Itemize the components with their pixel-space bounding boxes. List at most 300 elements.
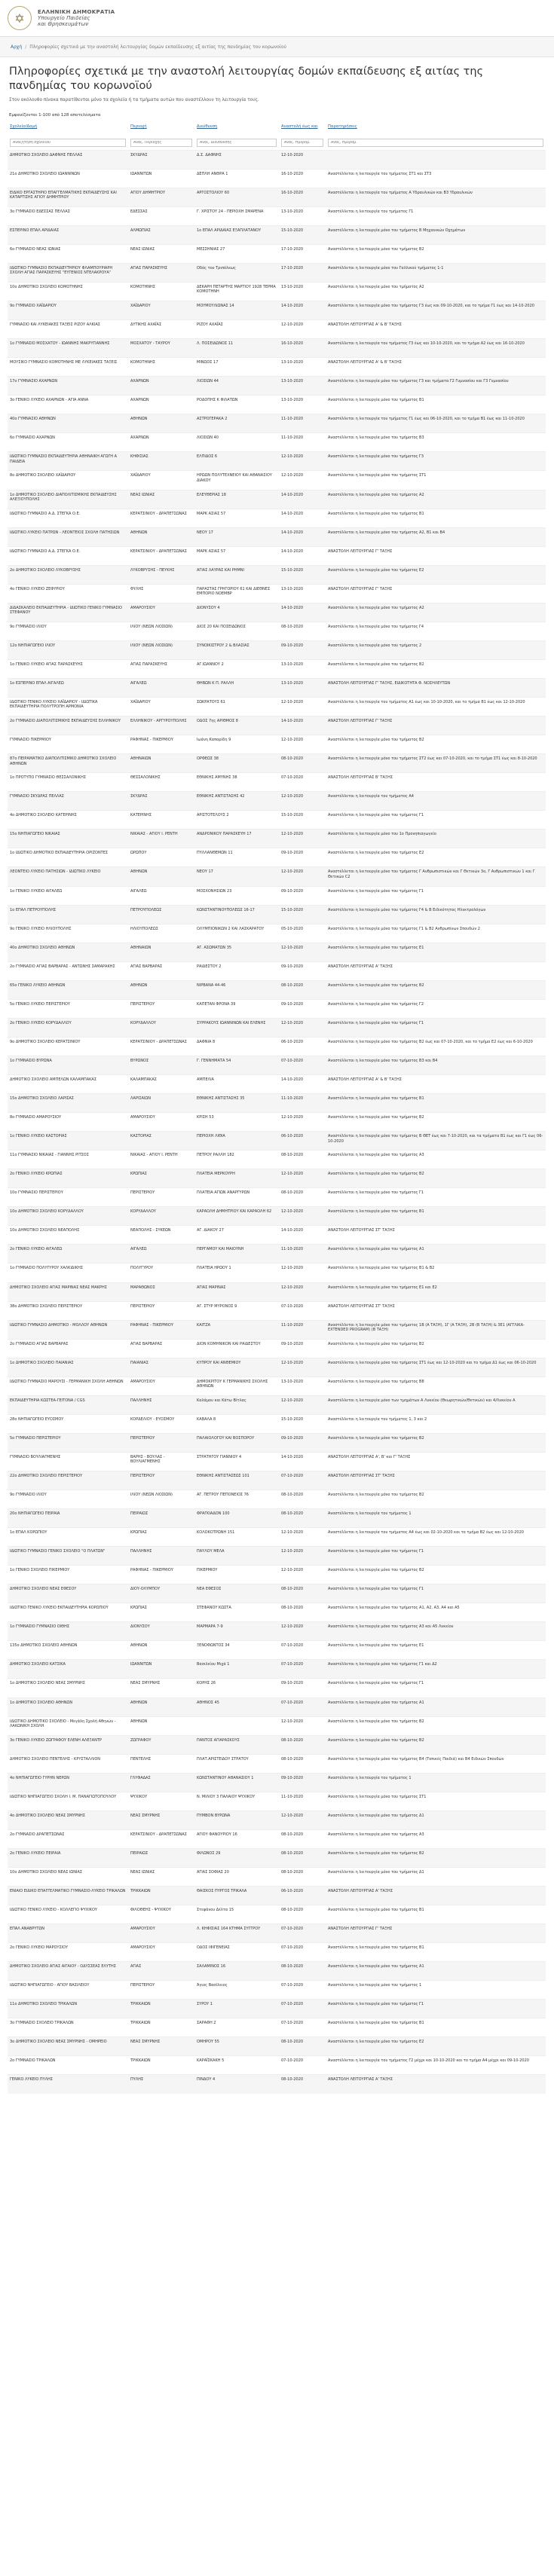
filter-cell xyxy=(128,130,194,151)
cell-remarks: ΑΝΑΣΤΟΛΗ ΛΕΙΤΟΥΡΓΙΑΣ Α', Β' και Γ' ΤΑΞΗΣ xyxy=(326,1452,546,1471)
cell-remarks: Αναστέλλεται η λειτουργία μόνο του τμήματος Β1 & Β2 xyxy=(326,1264,546,1282)
cell-school: 1ο ΠΡΟΤΥΠΟ ΓΥΜΝΑΣΙΟ ΘΕΣΣΑΛΟΝΙΚΗΣ xyxy=(8,773,128,792)
cell-school: 11ο ΔΗΜΟΤΙΚΟ ΣΧΟΛΕΙΟ ΤΡΙΚΑΛΩΝ xyxy=(8,2000,128,2018)
cell-remarks: Αναστέλλεται η λειτουργία μόνο του τμήματος Δ1 xyxy=(326,1867,546,1886)
cell-school: ΛΕΟΝΤΕΙΟ ΛΥΚΕΙΟ ΠΑΤΗΣΙΩΝ - ΙΔΙΩΤΙΚΟ ΛΥΚΕΙΟ xyxy=(8,867,128,886)
cell-area: ΙΛΙΟΥ (ΝΕΩΝ ΛΙΟΣΙΩΝ) xyxy=(128,1490,194,1509)
cell-remarks: Αναστέλλεται η λειτουργία μόνο του τμήματος Ε1 και Ε2 xyxy=(326,1282,546,1301)
cell-school: ΙΔΙΩΤΙΚΟ ΓΕΝΙΚΟ ΛΥΚΕΙΟ - ΚΟΛΛΕΓΙΟ ΨΥΧΙΚΟΥ xyxy=(8,1905,128,1924)
cell-remarks: ΑΝΑΣΤΟΛΗ ΛΕΙΤΟΥΡΓΙΑΣ Α' & Β' ΤΑΞΗΣ xyxy=(326,358,546,377)
cell-remarks: Αναστέλλεται η λειτουργία μόνο του τμήματος Α1 xyxy=(326,1245,546,1264)
cell-address: ΑΓ. ΔΙΑΚΟΥ 27 xyxy=(194,1226,279,1245)
cell-remarks: Αναστέλλεται η λειτουργία μόνο του τμήματος Γ1 και Δ2 xyxy=(326,1660,546,1679)
cell-address: ΔΙΟΣ 20 ΚΑΙ ΠΟΣΕΙΔΩΝΟΣ xyxy=(194,622,279,640)
cell-address: ΛΙΟΣΙΩΝ 40 xyxy=(194,433,279,452)
cell-area: ΝΕΑΣ ΣΜΥΡΝΗΣ xyxy=(128,1811,194,1829)
cell-remarks: ΑΝΑΣΤΟΛΗ ΛΕΙΤΟΥΡΓΙΑΣ Γ' ΤΑΞΗΣ, ΕΙΔΙΚΟΤΗΤΑ Φ. ΝΟΣΗΛΕΥΤΩΝ xyxy=(326,679,546,698)
date-search-input[interactable] xyxy=(281,139,323,147)
cell-address: ΕΘΝΙΚΗΣ ΑΝΤΙΣΤΑΣΕΩΣ 101 xyxy=(194,1471,279,1490)
cell-address: ΚΟΛΟΚΟΤΡΩΝΗ 151 xyxy=(194,1528,279,1547)
cell-suspension-date: 09-10-2020 xyxy=(279,640,326,659)
cell-remarks: Αναστέλλεται η λειτουργία του τμήματος 1 xyxy=(326,1773,546,1792)
cell-suspension-date: 07-10-2020 xyxy=(279,773,326,792)
cell-school: 9ο ΓΥΜΝΑΣΙΟ ΧΑΪΔΑΡΙΟΥ xyxy=(8,301,128,320)
table-row xyxy=(8,792,546,811)
column-header-suspension-date[interactable]: Αναστολή έως και xyxy=(281,124,318,129)
cell-area: ΔΥΤΙΚΗΣ ΑΧΑΪΑΣ xyxy=(128,320,194,339)
cell-address: ΠΑΥΛΟΥ ΜΕΛΑ xyxy=(194,1547,279,1566)
cell-school: ΙΔΙΩΤΙΚΟ ΝΗΠΙΑΓΩΓΕΙΟ ΣΧΟΛΗ Ι. Μ. ΠΑΝΑΓΙΩΤΟΠΟΥΛΟΥ xyxy=(8,1792,128,1811)
cell-address: ΚΡΙΣΗ 53 xyxy=(194,1113,279,1132)
cell-remarks: Αναστέλλεται η λειτουργία μόνο του τμήματος Γ1 & Β2 Ανθρωπίνων Σπουδών 2 xyxy=(326,924,546,943)
column-header-address[interactable]: Διεύθυνση xyxy=(197,124,218,129)
cell-remarks: Αναστέλλεται η λειτουργία του τμήματος ΣΤ1 και ΣΤ3 xyxy=(326,169,546,188)
cell-suspension-date: 13-10-2020 xyxy=(279,358,326,377)
cell-remarks: Αναστέλλεται η λειτουργία μόνο του τμήματος Ε2 xyxy=(326,2037,546,2056)
cell-school: ΕΙΔΙΚΟ ΕΡΓΑΣΤΗΡΙΟ ΕΠΑΓΓΕΛΜΑΤΙΚΗΣ ΕΚΠΑΙΔΕΥΣΗΣ ΚΑΙ ΚΑΤΑΡΤΙΣΗΣ ΑΓΙΟΥ ΔΗΜΗΤΡΙΟΥ xyxy=(8,188,128,206)
cell-suspension-date: 15-10-2020 xyxy=(279,1414,326,1433)
table-row xyxy=(8,2075,546,2094)
table-row xyxy=(8,301,546,320)
filter-row xyxy=(8,130,546,151)
cell-school: 1ο ΓΕΝΙΚΟ ΛΥΚΕΙΟ ΑΓΙΑΣ ΠΑΡΑΣΚΕΥΗΣ xyxy=(8,659,128,678)
cell-suspension-date: 12-10-2020 xyxy=(279,471,326,490)
cell-school: ΙΔΙΩΤΙΚΟ ΝΗΠΙΑΓΩΓΕΙΟ - ΑΓΙΟΥ ΒΑΣΙΛΕΙΟΥ xyxy=(8,1981,128,2000)
cell-remarks: Αναστέλλεται η λειτουργία του τμήματος Α1 έως και 10-10-2020, και το τμήμα Β1 έως και 12-10-2020 xyxy=(326,698,546,717)
cell-area: ΧΑΪΔΑΡΙΟΥ xyxy=(128,698,194,717)
cell-suspension-date: 08-10-2020 xyxy=(279,1188,326,1207)
cell-area: ΚΗΦΙΣΙΑΣ xyxy=(128,452,194,471)
cell-address: Καλάμου και Κάτω Βίτλας xyxy=(194,1395,279,1414)
cell-suspension-date: 08-10-2020 xyxy=(279,2037,326,2056)
cell-remarks: Αναστέλλεται η λειτουργία μόνο του τμήματος 2 xyxy=(326,640,546,659)
cell-area: ΩΡΩΠΟΥ xyxy=(128,848,194,867)
cell-school: ΙΔΙΩΤΙΚΟ ΓΥΜΝΑΣΙΟ ΕΚΠΑΙΔΕΥΤΗΡΙΑ ΑΘΗΝΑΙΚΗ ΑΓΩΓΗ Α ΠΑΙΔΕΙΑ xyxy=(8,452,128,471)
cell-remarks: ΑΝΑΣΤΟΛΗ ΛΕΙΤΟΥΡΓΙΑΣ Α' ΤΑΞΗΣ xyxy=(326,1887,546,1905)
cell-remarks: Αναστέλλεται η λειτουργία μόνο των τμημάτων Α Λυκείου (Θεωρητικών/Θετικών) και 4/Λυκείου Α xyxy=(326,1395,546,1414)
intro-text: Στον ακόλουθο πίνακα παρατίθενται μόνο τα σχολεία ή τα τμήματα αυτών που αναστέλλουν τη λειτουργία τους. xyxy=(9,97,259,102)
table-row xyxy=(8,377,546,396)
cell-school: ΙΔΙΩΤΙΚΟ ΓΕΝΙΚΟ ΛΥΚΕΙΟ ΧΑΪΔΑΡΙΟΥ - ΙΔΙΩΤΙΚΑ ΕΚΠΑΙΔΕΥΤΗΡΙΑ ΠΟΛΥΤΡΟΠΗ ΑΡΜΟΝΙΑ xyxy=(8,698,128,717)
breadcrumb-separator: / xyxy=(25,44,27,50)
cell-area: ΠΕΤΡΟΥΠΟΛΕΩΣ xyxy=(128,905,194,924)
cell-school: 1ο ΔΗΜΟΤΙΚΟ ΣΧΟΛΕΙΟ ΔΙΑΠΟΛΙΤΙΣΜΙΚΗΣ ΕΚΠΑΙΔΕΥΣΗΣ ΑΛΕΞΙΟΥΠΟΛΗΣ xyxy=(8,490,128,509)
cell-area: ΤΡΙΚΚΑΙΩΝ xyxy=(128,1887,194,1905)
cell-suspension-date: 14-10-2020 xyxy=(279,603,326,622)
cell-remarks: Αναστέλλεται η λειτουργία μόνο του τμήματος Β2 xyxy=(326,980,546,999)
table-row xyxy=(8,1773,546,1792)
cell-address: Βασιλείου Μιχά 1 xyxy=(194,1660,279,1679)
cell-suspension-date: 07-10-2020 xyxy=(279,1697,326,1716)
cell-area: ΝΙΚΑΙΑΣ - ΑΓΙΟΥ Ι. ΡΕΝΤΗ xyxy=(128,1150,194,1169)
cell-address: Ν. ΜΙΛΙΟΥ 3 ΠΑΛΑΙΟΥ ΨΥΧΙΚΟΥ xyxy=(194,1792,279,1811)
table-row xyxy=(8,622,546,640)
table-row xyxy=(8,433,546,452)
cell-remarks: Αναστέλλεται η λειτουργία μόνο του τμήματος Ε1 xyxy=(326,943,546,961)
cell-address: ΘΑΙΣΚΟΣ ΠΥΡΓΟΣ ΤΡΙΚΑΛΑ xyxy=(194,1887,279,1905)
cell-school: 3ο ΓΕΝΙΚΟ ΛΥΚΕΙΟ ΖΩΓΡΑΦΟΥ ΕΛΕΝΗ ΑΛΕΞΑΝΤΡ xyxy=(8,1735,128,1754)
cell-area: ΕΔΕΣΣΑΣ xyxy=(128,206,194,225)
cell-area: ΚΕΡΑΤΣΙΝΙΟΥ - ΔΡΑΠΕΤΣΩΝΑΣ xyxy=(128,1037,194,1056)
breadcrumb-current: Πληροφορίες σχετικά με την αναστολή λειτουργίας δομών εκπαίδευσης εξ αιτίας της πανδημίας του κορωνοϊού xyxy=(29,44,286,50)
cell-suspension-date: 11-10-2020 xyxy=(279,1792,326,1811)
cell-school: 6ο ΓΥΜΝΑΣΙΟ ΝΕΑΣ ΙΩΝΙΑΣ xyxy=(8,244,128,263)
cell-suspension-date: 07-10-2020 xyxy=(279,1943,326,1962)
cell-remarks: Αναστέλλεται η λειτουργία μόνο του τμήματος Β2 xyxy=(326,1339,546,1358)
cell-address: ΔΙΟΝ ΚΟΜΗΝΙΚΟΝ ΚΑΙ ΡΑΙΔΕΣΤΟΥ xyxy=(194,1339,279,1358)
cell-school: 4ο ΔΗΜΟΤΙΚΟ ΣΧΟΛΕΙΟ ΚΑΤΕΡΙΝΗΣ xyxy=(8,811,128,830)
cell-remarks: Αναστέλλεται η λειτουργία μόνο του τμήματος ΣΤ1 έως και 12-10-2020 και το τμήμα Δ1 έως και 06-10-2020 xyxy=(326,1358,546,1377)
filter-cell xyxy=(8,130,128,151)
cell-school: 2ο ΓΕΝΙΚΟ ΛΥΚΕΙΟ ΚΡΩΠΙΑΣ xyxy=(8,1169,128,1188)
table-row xyxy=(8,717,546,735)
cell-suspension-date: 12-10-2020 xyxy=(279,1716,326,1735)
cell-remarks: Αναστέλλεται η λειτουργία μόνο του τμήματος Γ1 xyxy=(326,1584,546,1603)
cell-address: ΦΡΑΓΚΙΑΔΟΝ 100 xyxy=(194,1509,279,1528)
cell-area: ΡΑΦΗΝΑΣ - ΠΙΚΕΡΜΙΟΥ xyxy=(128,1320,194,1339)
cell-suspension-date: 08-10-2020 xyxy=(279,622,326,640)
cell-area: ΠΕΡΙΣΤΕΡΙΟΥ xyxy=(128,1433,194,1452)
cell-address: ΚΑΡΑΪΣΚΑΚΗ 5 xyxy=(194,2056,279,2075)
cell-school: 10ο ΔΗΜΟΤΙΚΟ ΣΧΟΛΕΙΟ ΝΕΑΣ ΙΩΝΙΑΣ xyxy=(8,1867,128,1886)
cell-remarks: Αναστέλλεται η λειτουργία μόνο του τμήματος Β Μηχανικών Οχημάτων xyxy=(326,225,546,244)
cell-school: 4ο ΓΕΝΙΚΟ ΛΥΚΕΙΟ ΖΕΦΥΡΙΟΥ xyxy=(8,584,128,603)
cell-remarks: Αναστέλλεται η λειτουργία μόνο του τμήματος Δ1 xyxy=(326,1811,546,1829)
cell-school: 9ο ΔΗΜΟΤΙΚΟ ΣΧΟΛΕΙΟ ΚΕΡΑΤΣΙΝΙΟΥ xyxy=(8,1037,128,1056)
cell-address: ΕΛΠΙΔΟΣ 6 xyxy=(194,452,279,471)
breadcrumb-home-link[interactable]: Αρχή xyxy=(11,44,23,50)
cell-area: ΚΕΡΑΤΣΙΝΙΟΥ - ΔΡΑΠΕΤΣΩΝΑΣ xyxy=(128,1829,194,1848)
remarks-search-input[interactable] xyxy=(328,139,543,147)
table-row xyxy=(8,1735,546,1754)
table-row xyxy=(8,1132,546,1150)
cell-school: 5ο ΓΕΝΙΚΟ ΛΥΚΕΙΟ ΠΕΡΙΣΤΕΡΙΟΥ xyxy=(8,999,128,1018)
cell-school: 8ο ΔΗΜΟΤΙΚΟ ΣΧΟΛΕΙΟ ΧΑΪΔΑΡΙΟΥ xyxy=(8,471,128,490)
cell-remarks: Αναστέλλεται η λειτουργία μόνο του τμήματος Β2 xyxy=(326,1566,546,1584)
cell-address: ΠΛΑΤΕΙΑ ΑΓΙΩΝ ΑΝΑΡΓΥΡΩΝ xyxy=(194,1188,279,1207)
cell-school: ΙΔΙΩΤΙΚΟ ΔΗΜΟΤΙΚΟ ΣΧΟΛΕΙΟ - Μεγάλη Σχολή Αθηνών - ΛΑΚΩΝΙΚΗ ΣΧΟΛΗ xyxy=(8,1716,128,1735)
cell-area: ΕΛΛΗΝΙΚΟΥ - ΑΡΓΥΡΟΥΠΟΛΗΣ xyxy=(128,717,194,735)
cell-suspension-date: 08-10-2020 xyxy=(279,1867,326,1886)
cell-area: ΡΑΦΗΝΑΣ - ΠΙΚΕΡΜΙΟΥ xyxy=(128,735,194,754)
cell-area: ΜΟΣΧΑΤΟΥ - ΤΑΥΡΟΥ xyxy=(128,339,194,358)
cell-area: ΚΡΩΠΙΑΣ xyxy=(128,1169,194,1188)
cell-remarks: Αναστέλλεται η λειτουργία μόνο του τμήματος Α2 xyxy=(326,490,546,509)
cell-remarks: Αναστέλλεται η λειτουργία μόνο του τμήματος 1 xyxy=(326,1981,546,2000)
cell-area: ΠΑΛΛΗΝΗΣ xyxy=(128,1547,194,1566)
cell-school: 28ο ΝΗΠΙΑΓΩΓΕΙΟ ΕΥΟΣΜΟΥ xyxy=(8,1414,128,1433)
cell-remarks: Αναστέλλεται η λειτουργία του τμήματος 1 xyxy=(326,1509,546,1528)
table-row xyxy=(8,867,546,886)
cell-suspension-date: 11-10-2020 xyxy=(279,1094,326,1113)
cell-area: ΖΩΓΡΑΦΟΥ xyxy=(128,1735,194,1754)
table-row xyxy=(8,1962,546,1981)
cell-address: ΠΥΛΛΑΝΘΕΜΩΝ 11 xyxy=(194,848,279,867)
table-row xyxy=(8,1924,546,1943)
cell-suspension-date: 12-10-2020 xyxy=(279,1207,326,1226)
cell-area: ΚΟΡΥΔΑΛΛΟΥ xyxy=(128,1018,194,1037)
cell-area: ΡΑΦΗΝΑΣ - ΠΙΚΕΡΜΙΟΥ xyxy=(128,1566,194,1584)
cell-suspension-date: 15-10-2020 xyxy=(279,565,326,584)
cell-suspension-date: 14-10-2020 xyxy=(279,509,326,527)
cell-remarks: ΑΝΑΣΤΟΛΗ ΛΕΙΤΟΥΡΓΙΑΣ Γ' ΤΑΞΗΣ xyxy=(326,1924,546,1943)
cell-address: ΑΘΗΝΟΣ 45 xyxy=(194,1697,279,1716)
cell-address: ΣΑΡΑΦΗ 2 xyxy=(194,2018,279,2037)
table-row xyxy=(8,2000,546,2018)
table-row xyxy=(8,1716,546,1735)
cell-address: ΝΕΟΥ 17 xyxy=(194,527,279,546)
table-row xyxy=(8,1490,546,1509)
cell-suspension-date: 12-10-2020 xyxy=(279,792,326,811)
cell-address: ΠΙΚΕΡΜΙΟΥ xyxy=(194,1566,279,1584)
cell-remarks: Αναστέλλεται η λειτουργία μόνο του τμήματος Γ3 και τμήματα Γ2 Γυμνασίου και Γ3 Γυμνασίου xyxy=(326,377,546,396)
cell-school: 1ο ΓΥΜΝΑΣΙΟ ΠΟΛΥΓΥΡΟΥ ΧΑΛΚΙΔΙΚΗΣ xyxy=(8,1264,128,1282)
cell-remarks: Αναστέλλεται η λειτουργία του τμήματος 1, 3 και 2 xyxy=(326,1414,546,1433)
table-row xyxy=(8,1471,546,1490)
table-row xyxy=(8,1113,546,1132)
table-row xyxy=(8,905,546,924)
cell-remarks: ΑΝΑΣΤΟΛΗ ΛΕΙΤΟΥΡΓΙΑΣ Α' & Β' ΤΑΞΗΣ xyxy=(326,320,546,339)
cell-suspension-date: 14-10-2020 xyxy=(279,1452,326,1471)
cell-area: ΚΟΡΥΔΑΛΛΟΥ xyxy=(128,1207,194,1226)
cell-school: ΜΟΥΣΙΚΟ ΓΥΜΝΑΣΙΟ ΚΟΜΟΤΗΝΗΣ ΜΕ ΛΥΚΕΙΑΚΕΣ ΤΑΞΕΙΣ xyxy=(8,358,128,377)
cell-school: ΓΥΜΝΑΣΙΟ ΒΟΥΛΙΑΓΜΕΝΗΣ xyxy=(8,1452,128,1471)
cell-school: 40ο ΔΗΜΟΤΙΚΟ ΣΧΟΛΕΙΟ ΑΘΗΝΩΝ xyxy=(8,943,128,961)
cell-address: ΟΔΟΣ 7ης ΑΡΙΘΜΟΣ 8 xyxy=(194,717,279,735)
cell-suspension-date: 12-10-2020 xyxy=(279,1018,326,1037)
cell-area: ΑΜΑΡΟΥΣΙΟΥ xyxy=(128,1113,194,1132)
table-row xyxy=(8,1320,546,1339)
cell-address: ΚΑΠΕΤΑΝ ΦΡΟΝΑ 39 xyxy=(194,999,279,1018)
breadcrumb xyxy=(0,37,554,57)
cell-address: ΑΓΙΟΥ ΦΑΝΟΥΡΙΟΥ 16 xyxy=(194,1829,279,1848)
cell-remarks: Αναστέλλεται η λειτουργία μόνο του τμήματος Ε1 xyxy=(326,1641,546,1660)
cell-suspension-date: 08-10-2020 xyxy=(279,1584,326,1603)
cell-area: ΑΙΓΑΛΕΩ xyxy=(128,679,194,698)
cell-area: ΑΘΗΝΩΝ xyxy=(128,1697,194,1716)
cell-address: ΦΙΛΩΝΟΣ 29 xyxy=(194,1848,279,1867)
cell-address: ΜΕΣΣΗΝΙΑΣ 27 xyxy=(194,244,279,263)
cell-remarks: Αναστέλλεται η λειτουργία μόνο του τμήματος Γ2 xyxy=(326,999,546,1018)
cell-area: ΝΕΑΣ ΙΩΝΙΑΣ xyxy=(128,244,194,263)
cell-area: ΣΚΥΔΡΑΣ xyxy=(128,150,194,169)
cell-area: ΑΜΑΡΟΥΣΙΟΥ xyxy=(128,1377,194,1395)
table-row xyxy=(8,924,546,943)
cell-suspension-date: 14-10-2020 xyxy=(279,546,326,565)
school-closures-table xyxy=(8,122,546,2094)
table-row xyxy=(8,509,546,527)
greek-republic-emblem-icon[interactable]: ✡ xyxy=(8,6,32,30)
cell-suspension-date: 13-10-2020 xyxy=(279,377,326,396)
cell-school: ΙΔΙΩΤΙΚΟ ΓΥΜΝΑΣΙΟ ΜΑΡΟΥΣΙ - ΓΕΡΜΑΝΙΚΗ ΣΧΟΛΗ ΑΘΗΝΩΝ xyxy=(8,1377,128,1395)
cell-remarks: Αναστέλλεται η λειτουργία μόνο του τμήματος Β2 xyxy=(326,1735,546,1754)
cell-school: 1ο ΓΥΜΝΑΣΙΟ ΓΥΜΝΑΣΙΟ ΟΙΘΗΣ xyxy=(8,1622,128,1641)
cell-remarks: Αναστέλλεται η λειτουργία του τμήματος Α Υδραυλικών και Β3 Υδραυλικών xyxy=(326,188,546,206)
address-search-input[interactable] xyxy=(197,139,277,147)
table-row xyxy=(8,811,546,830)
cell-school: 1ο ΓΥΜΝΑΣΙΟ ΒΥΡΩΝΑ xyxy=(8,1056,128,1074)
cell-remarks: Αναστέλλεται η λειτουργία μόνο του τμήματος Ε2 xyxy=(326,565,546,584)
cell-area: ΚΑΤΕΡΙΝΗΣ xyxy=(128,811,194,830)
cell-address: ΠΑΝΤΟΣ ΑΓΙΑΡΑΣΚΟΥΣ xyxy=(194,1735,279,1754)
cell-address: Άγιος Βασίλειος xyxy=(194,1981,279,2000)
cell-area: ΣΚΥΔΡΑΣ xyxy=(128,792,194,811)
cell-suspension-date: 12-10-2020 xyxy=(279,1113,326,1132)
cell-address: ΣΥΝΟΙΚΙΣΤΡΟΥ 2 & ΒΛΑΣΙΑΣ xyxy=(194,640,279,659)
cell-suspension-date: 08-10-2020 xyxy=(279,754,326,773)
cell-school: ΔΗΜΟΤΙΚΟ ΣΧΟΛΕΙΟ ΑΓΙΑΣ ΑΙΓΑΙΟΥ - ΟΔΥΣΣΕΑΣ ΕΛΥΤΗΣ xyxy=(8,1962,128,1981)
cell-school: 2ο ΓΥΜΝΑΣΙΟ ΤΡΙΚΑΛΩΝ xyxy=(8,2056,128,2075)
table-row xyxy=(8,1377,546,1395)
area-search-input[interactable] xyxy=(130,139,192,147)
results-count: Εμφανίζονται 1-100 από 128 αποτελέσματα xyxy=(9,112,101,118)
cell-suspension-date: 09-10-2020 xyxy=(279,848,326,867)
table-row xyxy=(8,206,546,225)
cell-suspension-date: 15-10-2020 xyxy=(279,811,326,830)
cell-address: ΠΛΑΤΕΙΑ ΜΕΡΚΟΥΡΗ xyxy=(194,1169,279,1188)
ministry-line-2: Υπουργείο Παιδείας xyxy=(38,14,90,21)
cell-school: 4ο ΝΗΠΙΑΓΩΓΕΙΟ ΓΥΡΗΝ ΝΕΡΩΝ xyxy=(8,1773,128,1792)
table-row xyxy=(8,546,546,565)
cell-area: ΠΑΛΛΗΝΗΣ xyxy=(128,1395,194,1414)
cell-area: ΑΧΑΡΝΩΝ xyxy=(128,377,194,396)
cell-address: ΑΡΙΣΤΟΤΕΛΟΥΣ 2 xyxy=(194,811,279,830)
table-row xyxy=(8,1094,546,1113)
school-search-input[interactable] xyxy=(10,139,126,147)
cell-address: ΠΑΛΑΙΟΛΟΓΟΥ ΚΑΙ ΒΟΣΠΟΡΟΥ xyxy=(194,1433,279,1452)
cell-suspension-date: 14-10-2020 xyxy=(279,717,326,735)
cell-address: ΟΛΥΜΠΙΟΝΙΚΩΝ 2 ΚΑΙ ΛΑΣΚΑΡΑΤΟΥ xyxy=(194,924,279,943)
cell-remarks: Αναστέλλεται η λειτουργία μόνο του τμήματος ΣΤ2 έως και 07-10-2020, και το τμήμα ΣΤ1 έως και 8-10-2020 xyxy=(326,754,546,773)
filter-cell xyxy=(326,130,546,151)
cell-remarks: Αναστέλλεται η λειτουργία μόνο του τμήματος Γ Ανθρωπιστικών και Γ Θετικών 3ο, Γ Ανθρωπιστικών 1 και Γ Θετικών C2 xyxy=(326,867,546,886)
cell-remarks: Αναστέλλεται η λειτουργία του τμήματος Γ1 xyxy=(326,206,546,225)
cell-area: ΠΑΙΑΝΙΑΣ xyxy=(128,1358,194,1377)
cell-school: ΕΚΠΑΙΔΕΥΤΗΡΙΑ ΚΩΣΤΕΑ-ΓΕΙΤΟΝΑ / CGS xyxy=(8,1395,128,1414)
cell-suspension-date: 13-10-2020 xyxy=(279,1377,326,1395)
table-row xyxy=(8,1169,546,1188)
cell-suspension-date: 09-10-2020 xyxy=(279,961,326,980)
cell-address: ΚΑΒΑΛΑ 8 xyxy=(194,1414,279,1433)
table-row xyxy=(8,1207,546,1226)
cell-address: ΠΕΤΡΟΥ ΡΑΛΛΗ 182 xyxy=(194,1150,279,1169)
cell-address: ΘΗΒΩΝ Κ Π. ΡΑΛΛΗ xyxy=(194,679,279,698)
cell-remarks: Αναστέλλεται η λειτουργία μόνο του τμήματος ΣΤ1 xyxy=(326,471,546,490)
cell-area: ΚΟΜΟΤΗΝΗΣ xyxy=(128,283,194,301)
cell-remarks: Αναστέλλεται η λειτουργία μόνο του τμήματος Β1 xyxy=(326,1094,546,1113)
ministry-name[interactable] xyxy=(38,9,115,27)
table-row xyxy=(8,679,546,698)
cell-area: ΚΕΡΑΤΣΙΝΙΟΥ - ΔΡΑΠΕΤΣΩΝΑΣ xyxy=(128,546,194,565)
cell-area: ΑΘΗΝΑΙΩΝ xyxy=(128,943,194,961)
cell-school: 8ο ΓΥΜΝΑΣΙΟ ΑΜΑΡΟΥΣΙΟΥ xyxy=(8,1113,128,1132)
cell-suspension-date: 11-10-2020 xyxy=(279,414,326,433)
cell-area: ΠΕΙΡΑΙΩΣ xyxy=(128,1848,194,1867)
cell-area: ΠΕΝΤΕΛΗΣ xyxy=(128,1754,194,1773)
cell-remarks: Αναστέλλεται η λειτουργία μόνο του τμήματος Β1 xyxy=(326,1207,546,1226)
table-row xyxy=(8,1547,546,1566)
column-header-school[interactable]: Σχολείο/Δομή xyxy=(10,124,38,129)
cell-address: ΕΘΝΙΚΗΣ ΑΝΤΙΣΤΑΣΗΣ 42 xyxy=(194,792,279,811)
table-row xyxy=(8,150,546,169)
table-row xyxy=(8,320,546,339)
cell-school: 3ο ΓΥΜΝΑΣΙΟ ΕΔΕΣΣΑΣ ΠΕΛΛΑΣ xyxy=(8,206,128,225)
cell-remarks: Αναστέλλεται η λειτουργία μόνο του τμήματος Β3 xyxy=(326,433,546,452)
table-row xyxy=(8,1943,546,1962)
cell-area: ΑΓΙΑΣ ΠΑΡΑΣΚΕΥΗΣ xyxy=(128,659,194,678)
cell-area: ΘΕΣΣΑΛΟΝΙΚΗΣ xyxy=(128,773,194,792)
table-row xyxy=(8,1074,546,1093)
cell-suspension-date: 05-10-2020 xyxy=(279,924,326,943)
cell-remarks: Αναστέλλεται η λειτουργία μόνο του τμήματος Β2 xyxy=(326,1169,546,1188)
cell-suspension-date: 09-10-2020 xyxy=(279,999,326,1018)
cell-area: ΚΟΜΟΤΗΝΗΣ xyxy=(128,358,194,377)
cell-school: ΓΕΝΙΚΟ ΛΥΚΕΙΟ ΠΥΛΗΣ xyxy=(8,2075,128,2094)
cell-area: ΧΑΪΔΑΡΙΟΥ xyxy=(128,471,194,490)
cell-area: ΠΟΛΥΓΥΡΟΥ xyxy=(128,1264,194,1282)
cell-address: ΕΛΕΥΘΕΡΙΑΣ 18 xyxy=(194,490,279,509)
cell-school: 1ο ΓΕΝΙΚΟ ΛΥΚΕΙΟ ΚΑΣΤΟΡΙΑΣ xyxy=(8,1132,128,1150)
cell-remarks: Αναστέλλεται η λειτουργία μόνο του τμήματος Β1 xyxy=(326,396,546,414)
column-header-remarks[interactable]: Παρατηρήσεις xyxy=(328,124,357,129)
cell-remarks: Αναστέλλεται η λειτουργία μόνο του τμήματος Γ1 xyxy=(326,811,546,830)
cell-suspension-date: 14-10-2020 xyxy=(279,527,326,546)
cell-area: ΠΥΛΗΣ xyxy=(128,2075,194,2094)
cell-school: ΔΗΜΟΤΙΚΟ ΣΧΟΛΕΙΟ ΑΜΠΕΛΩΝ ΚΑΛΑΜΠΑΚΑΣ xyxy=(8,1074,128,1093)
table-header-row xyxy=(8,122,546,130)
table-row xyxy=(8,830,546,848)
cell-suspension-date: 17-10-2020 xyxy=(279,263,326,282)
cell-area: ΑΓΙΑΣ ΒΑΡΒΑΡΑΣ xyxy=(128,961,194,980)
cell-suspension-date: 12-10-2020 xyxy=(279,1547,326,1566)
cell-remarks: Αναστέλλεται η λειτουργία μόνο του τμήματος Α2 xyxy=(326,283,546,301)
cell-address: ΗΡΩΩΝ ΠΟΛΥΤΕΧΝΕΙΟΥ ΚΑΙ ΑΘΑΝΑΣΙΟΥ ΔΙΑΚΟΥ xyxy=(194,471,279,490)
cell-address: ΑΡΓΟΣΤΟΛΙΟΥ 60 xyxy=(194,188,279,206)
cell-remarks: Αναστέλλεται η λειτουργία μόνο του τμήματος Β ΘΕΤ έως και 7-10-2020, και τα τμήματα Β1 έως και Γ1 έως 06-10-2020 xyxy=(326,1132,546,1150)
cell-address: ΝΕΑ ΕΦΕΣΟΣ xyxy=(194,1584,279,1603)
cell-address: ΔΑΦΝΙΑ 8 xyxy=(194,1037,279,1056)
cell-school: 2ο ΔΗΜΟΤΙΚΟ ΣΧΟΛΕΙΟ ΛΥΚΟΒΡΥΣΗΣ xyxy=(8,565,128,584)
column-header-area[interactable]: Περιοχή xyxy=(130,124,147,129)
cell-remarks: Αναστέλλεται η λειτουργία μόνο του τμήματος Γ4 & Β Ειδικότητας Ηλεκτρολόγων xyxy=(326,905,546,924)
cell-suspension-date: 12-10-2020 xyxy=(279,1622,326,1641)
cell-address: ΣΥΡΟΥ 1 xyxy=(194,2000,279,2018)
table-row xyxy=(8,1887,546,1905)
cell-remarks: Αναστέλλεται η λειτουργία του τμήματος Γ3 έως και 10-10-2020, και το τμήμα Α2 έως και 16-10-2020 xyxy=(326,339,546,358)
cell-suspension-date: 14-10-2020 xyxy=(279,1226,326,1245)
cell-area: ΙΛΙΟΥ (ΝΕΩΝ ΛΙΟΣΙΩΝ) xyxy=(128,640,194,659)
cell-address: ΔΗΜΟΚΡΙΤΟΥ Κ ΓΕΡΜΑΝΙΚΗΣ ΣΧΟΛΗΣ ΑΘΗΝΩΝ xyxy=(194,1377,279,1395)
cell-area: ΠΕΡΙΣΤΕΡΙΟΥ xyxy=(128,1471,194,1490)
cell-remarks: Αναστέλλεται η λειτουργία μόνο του τμήματος Β1 xyxy=(326,1905,546,1924)
cell-school: ΔΗΜΟΤΙΚΟ ΣΧΟΛΕΙΟ ΝΕΑΣ ΕΦΕΣΟΥ xyxy=(8,1584,128,1603)
cell-school: 10ο ΔΗΜΟΤΙΚΟ ΣΧΟΛΕΙΟ ΚΟΜΟΤΗΝΗΣ xyxy=(8,283,128,301)
cell-remarks: Αναστέλλεται η λειτουργία μόνο του τμήματος Β1 xyxy=(326,509,546,527)
filter-cell xyxy=(194,130,279,151)
cell-area: ΑΓΙΑΣ xyxy=(128,1962,194,1981)
table-row xyxy=(8,2018,546,2037)
cell-school: 3ο ΓΕΝΙΚΟ ΛΥΚΕΙΟ ΑΧΑΡΝΩΝ - ΑΓΙΑ ΑΝΝΑ xyxy=(8,396,128,414)
cell-address: ΡΟΔΟΠΗΣ Κ ΦΙΛΑΤΩΝ xyxy=(194,396,279,414)
cell-address: ΝΕΟΥ 17 xyxy=(194,867,279,886)
cell-suspension-date: 12-10-2020 xyxy=(279,830,326,848)
table-row xyxy=(8,1452,546,1471)
cell-remarks: Αναστέλλεται η λειτουργία μόνο του τμήματος Β2 xyxy=(326,244,546,263)
cell-suspension-date: 11-10-2020 xyxy=(279,1320,326,1339)
cell-suspension-date: 08-10-2020 xyxy=(279,1509,326,1528)
cell-area: ΑΜΑΡΟΥΣΙΟΥ xyxy=(128,603,194,622)
cell-address: ΟΜΗΡΟΥ 55 xyxy=(194,2037,279,2056)
